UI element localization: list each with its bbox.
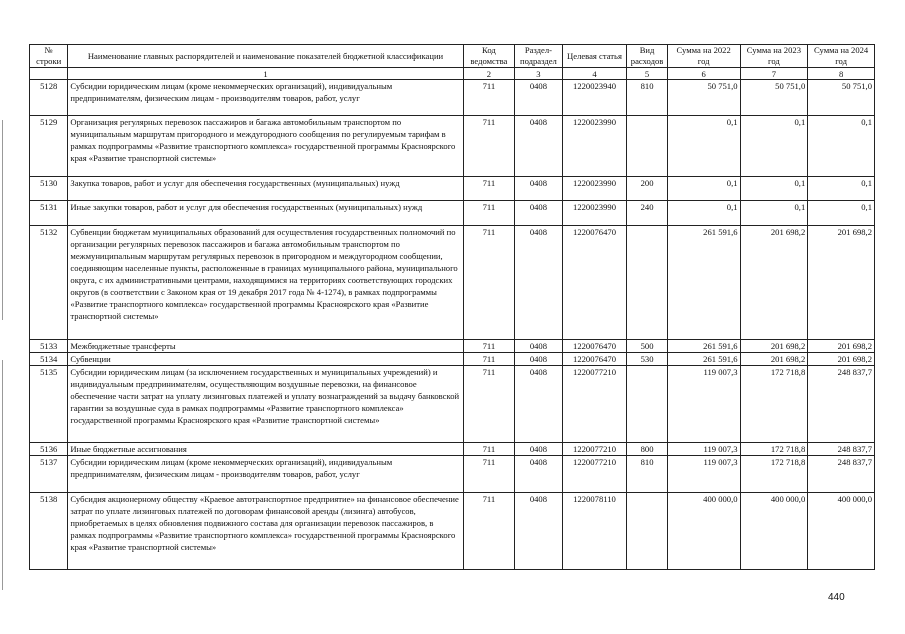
row-number: 5137 [30,456,68,493]
row-sum-2022: 119 007,3 [667,443,740,456]
row-name: Субсидии юридическим лицам (за исключением государственных и муниципальных учреждений) и индивидуальным предпринимателям, осуществляющим воздушные перевозки, на финансовое обеспечение части затрат на уплату лизинговых платежей и уплату вознаграждений за выдачу банковской гарантии за воздушные суда в рамках подпрограммы «Развитие транспортного комплекса» государственной программы Красноярского края «Развитие транспортной системы» [68,366,463,443]
row-sum-2023: 201 698,2 [740,226,808,340]
row-sum-2023: 201 698,2 [740,353,808,366]
column-number: 5 [627,68,667,80]
row-sum-2024: 0,1 [808,201,875,226]
header-section: Раздел-подраздел [515,45,563,68]
column-number: 1 [68,68,463,80]
row-expense-type: 810 [627,456,667,493]
row-name: Субсидии юридическим лицам (кроме некоммерческих организаций), индивидуальным предпринимателям, физическим лицам - производителям товаров, работ, услуг [68,456,463,493]
row-department-code: 711 [463,443,515,456]
row-expense-type: 530 [627,353,667,366]
row-number: 5129 [30,116,68,177]
row-section: 0408 [515,177,563,201]
column-number: 3 [515,68,563,80]
row-sum-2024: 201 698,2 [808,340,875,353]
row-name: Закупка товаров, работ и услуг для обеспечения государственных (муниципальных) нужд [68,177,463,201]
row-department-code: 711 [463,116,515,177]
row-sum-2024: 0,1 [808,177,875,201]
row-department-code: 711 [463,493,515,570]
row-section: 0408 [515,80,563,116]
table-row [30,226,875,340]
table-row [30,493,875,570]
row-department-code: 711 [463,340,515,353]
row-target-article: 1220077210 [562,443,627,456]
row-department-code: 711 [463,456,515,493]
row-department-code: 711 [463,177,515,201]
row-sum-2022: 261 591,6 [667,226,740,340]
row-sum-2024: 201 698,2 [808,353,875,366]
row-number: 5134 [30,353,68,366]
row-section: 0408 [515,353,563,366]
header-name: Наименование главных распорядителей и наименование показателей бюджетной классификации [68,45,463,68]
column-number: 4 [562,68,627,80]
row-sum-2023: 0,1 [740,177,808,201]
row-section: 0408 [515,493,563,570]
row-sum-2022: 0,1 [667,116,740,177]
row-sum-2023: 201 698,2 [740,340,808,353]
row-department-code: 711 [463,353,515,366]
budget-table-container [29,44,875,570]
row-sum-2024: 248 837,7 [808,366,875,443]
table-row [30,456,875,493]
row-sum-2022: 0,1 [667,201,740,226]
row-department-code: 711 [463,80,515,116]
table-row [30,177,875,201]
row-target-article: 1220023990 [562,177,627,201]
row-number: 5128 [30,80,68,116]
row-target-article: 1220077210 [562,366,627,443]
row-section: 0408 [515,340,563,353]
row-expense-type: 200 [627,177,667,201]
row-sum-2024: 248 837,7 [808,443,875,456]
row-number: 5136 [30,443,68,456]
row-number: 5132 [30,226,68,340]
row-sum-2022: 119 007,3 [667,366,740,443]
table-row [30,353,875,366]
row-target-article: 1220076470 [562,340,627,353]
row-name: Субвенции бюджетам муниципальных образований для осуществления государственных полномочий по организации регулярных перевозок пассажиров и багажа автомобильным транспортом по межмуниципальным маршрутам регулярных перевозок в пригородном и междугородном сообщении, соединяющим населенные пункты, расположенные в границах муниципального района, муниципального округа, с их административными центрами, находящимися на территориях соответствующих городских округов (в соответствии с Законом края от 19 декабря 2017 года № 4-1274), в рамках подпрограммы «Развитие транспортного комплекса» государственной программы Красноярского края «Развитие транспортной системы» [68,226,463,340]
row-sum-2022: 261 591,6 [667,353,740,366]
row-department-code: 711 [463,366,515,443]
margin-line [2,360,3,590]
page-number: 440 [828,592,845,603]
row-expense-type [627,366,667,443]
row-sum-2024: 201 698,2 [808,226,875,340]
row-sum-2023: 172 718,8 [740,456,808,493]
row-expense-type [627,226,667,340]
column-number: 6 [667,68,740,80]
table-row [30,340,875,353]
header-expense-type: Вид расходов [627,45,667,68]
row-sum-2022: 50 751,0 [667,80,740,116]
row-expense-type: 800 [627,443,667,456]
row-number: 5133 [30,340,68,353]
row-sum-2024: 248 837,7 [808,456,875,493]
row-section: 0408 [515,226,563,340]
margin-line [2,120,3,320]
row-sum-2022: 261 591,6 [667,340,740,353]
table-row [30,201,875,226]
table-row [30,80,875,116]
row-sum-2024: 0,1 [808,116,875,177]
row-name: Организация регулярных перевозок пассажиров и багажа автомобильным транспортом по муниципальным маршрутам пригородного и междугородного сообщения по регулируемым тарифам в рамках подпрограммы «Развитие транспортного комплекса» государственной программы Красноярского края «Развитие транспортной системы» [68,116,463,177]
row-number: 5130 [30,177,68,201]
table-row [30,366,875,443]
column-number: 2 [463,68,515,80]
column-number-row [30,68,875,80]
column-number: 8 [808,68,875,80]
row-expense-type [627,493,667,570]
row-target-article: 1220076470 [562,226,627,340]
row-expense-type: 810 [627,80,667,116]
row-sum-2022: 0,1 [667,177,740,201]
row-number: 5138 [30,493,68,570]
row-target-article: 1220076470 [562,353,627,366]
header-department-code: Код ведомства [463,45,515,68]
row-section: 0408 [515,201,563,226]
row-expense-type: 240 [627,201,667,226]
row-name: Межбюджетные трансферты [68,340,463,353]
row-department-code: 711 [463,226,515,340]
header-target-article: Целевая статья [562,45,627,68]
row-name: Иные бюджетные ассигнования [68,443,463,456]
row-name: Субвенции [68,353,463,366]
table-header-row [30,45,875,68]
row-name: Субсидии юридическим лицам (кроме некоммерческих организаций), индивидуальным предпринимателям, физическим лицам - производителям товаров, работ, услуг [68,80,463,116]
row-sum-2023: 400 000,0 [740,493,808,570]
row-department-code: 711 [463,201,515,226]
row-sum-2023: 0,1 [740,116,808,177]
row-target-article: 1220077210 [562,456,627,493]
row-name: Субсидия акционерному обществу «Краевое автотранспортное предприятие» на финансовое обеспечение затрат по уплате лизинговых платежей по договорам финансовой аренды (лизинга) автобусов, приобретаемых в целях обновления подвижного состава для организации перевозок пассажиров, в рамках подпрограммы «Развитие транспортного комплекса» государственной программы Красноярского края «Развитие транспортной системы» [68,493,463,570]
row-sum-2023: 50 751,0 [740,80,808,116]
row-sum-2023: 172 718,8 [740,443,808,456]
row-expense-type: 500 [627,340,667,353]
table-row [30,443,875,456]
header-row-number: № строки [30,45,68,68]
row-target-article: 1220023990 [562,116,627,177]
header-sum-2024: Сумма на 2024 год [808,45,875,68]
row-sum-2024: 400 000,0 [808,493,875,570]
header-sum-2023: Сумма на 2023 год [740,45,808,68]
row-section: 0408 [515,116,563,177]
row-section: 0408 [515,366,563,443]
table-row [30,116,875,177]
row-sum-2023: 172 718,8 [740,366,808,443]
row-sum-2022: 119 007,3 [667,456,740,493]
row-number: 5131 [30,201,68,226]
row-section: 0408 [515,456,563,493]
row-target-article: 1220078110 [562,493,627,570]
row-name: Иные закупки товаров, работ и услуг для обеспечения государственных (муниципальных) нужд [68,201,463,226]
row-expense-type [627,116,667,177]
row-section: 0408 [515,443,563,456]
row-number: 5135 [30,366,68,443]
budget-table [29,44,875,570]
row-target-article: 1220023990 [562,201,627,226]
row-sum-2022: 400 000,0 [667,493,740,570]
header-sum-2022: Сумма на 2022 год [667,45,740,68]
row-target-article: 1220023940 [562,80,627,116]
row-sum-2023: 0,1 [740,201,808,226]
column-number: 7 [740,68,808,80]
row-sum-2024: 50 751,0 [808,80,875,116]
column-number [30,68,68,80]
